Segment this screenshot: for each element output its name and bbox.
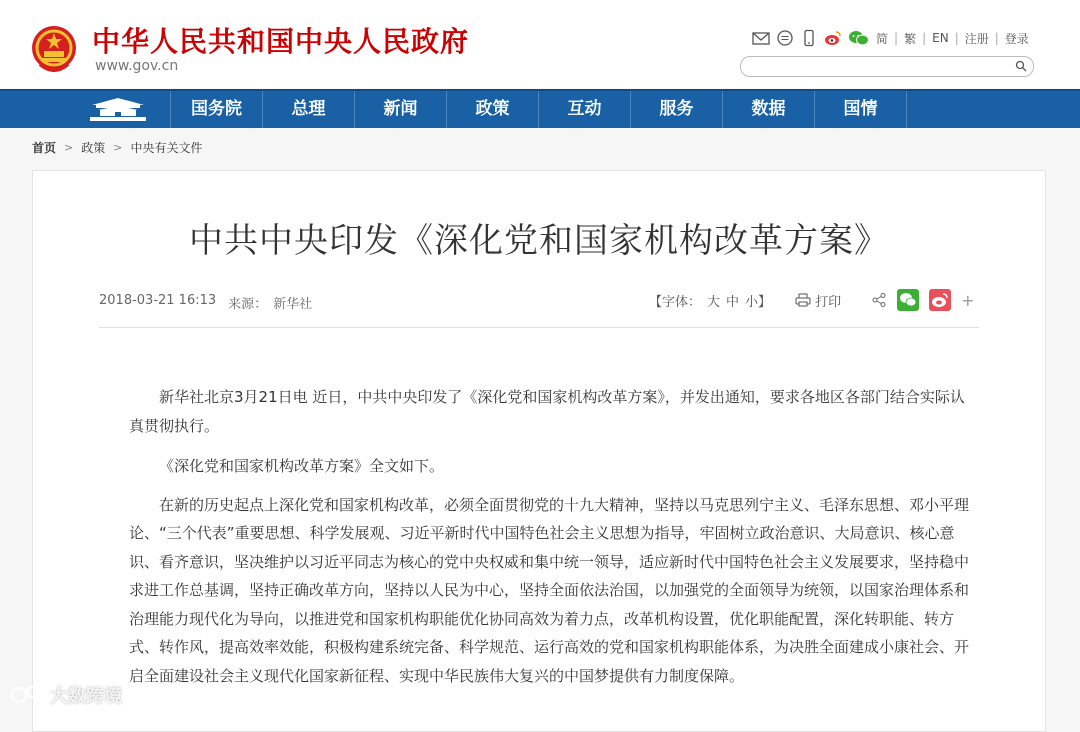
breadcrumb-central-documents[interactable]: 中央有关文件 [130,141,203,155]
breadcrumb-home[interactable]: 首页 [32,141,57,155]
article-card [32,170,1046,732]
national-emblem-icon[interactable] [30,24,78,74]
main-nav [0,89,1080,128]
site-url[interactable]: www.gov.cn [95,58,179,74]
site-title[interactable]: 中华人民共和国中央人民政府 [92,25,470,58]
lang-simplified-link[interactable]: 简 [876,31,889,46]
weibo-icon[interactable] [824,29,842,47]
chevron-right-icon: > [64,141,74,154]
share-icon[interactable] [871,292,887,308]
source-label: 来源： [228,297,268,312]
watermark-logo-icon [10,683,44,707]
mail-icon[interactable] [752,29,770,47]
chevron-right-icon: > [113,141,123,154]
breadcrumb-policy[interactable]: 政策 [81,141,106,155]
utility-bar [752,27,1029,49]
source-name: 新华社 [273,297,313,312]
breadcrumb [32,139,202,156]
message-icon[interactable] [776,29,794,47]
separator: | [894,31,899,45]
nav-item-interaction[interactable]: 互动 [538,91,630,128]
search-icon[interactable] [1015,60,1027,72]
font-size-small[interactable]: 小】 [745,294,772,310]
mobile-icon[interactable] [800,29,818,47]
watermark [10,682,122,708]
nav-item-services[interactable]: 服务 [630,91,722,128]
wechat-icon[interactable] [848,29,870,47]
article-body [129,383,979,702]
site-header [0,0,1080,88]
nav-item-data[interactable]: 数据 [722,91,814,128]
print-button[interactable] [795,291,841,310]
font-size-large[interactable]: 大 [707,294,721,310]
nav-item-policy[interactable]: 政策 [446,91,538,128]
nav-item-news[interactable]: 新闻 [354,91,446,128]
article-tools [649,289,974,311]
more-share-icon[interactable]: + [961,290,975,310]
article-paragraph-2: 《深化党和国家机构改革方案》全文如下。 [159,457,445,475]
lang-traditional-link[interactable]: 繁 [904,31,917,46]
print-label: 打印 [815,294,842,310]
nav-item-state-council[interactable]: 国务院 [170,91,262,128]
article-paragraph-3: 在新的历史起点上深化党和国家机构改革，必须全面贯彻党的十九大精神，坚持以马克思列宁主义、毛泽东思想、邓小平理论、“三个代表”重要思想、科学发展观、习近平新时代中国特色社会主义思想为指导，牢固树立政治意识、大局意识、核心意识、看齐意识，坚决维护以习近平同志为核心的党中央权威和集中统一领导，适应新时代中国特色社会主义发展要求，坚持稳中求进工作总基调，坚持正确改革方向，坚持以人民为中心，坚持全面依法治国，以加强党的全面领导为统领，以国家治理体系和治理能力现代化为导向，以推进党和国家机构职能优化协同高效为着力点，改革机构设置，优化职能配置，深化转职能、转方式、转作风，提高效率效能，积极构建系统完备、科学规范、运行高效的党和国家机构职能体系，为决胜全面建成小康社会、开启全面建设社会主义现代化国家新征程、实现中华民族伟大复兴的中国梦提供有力制度保障。 [129,495,970,685]
login-link[interactable]: 登录 [1004,31,1029,46]
search-box [740,56,1034,77]
separator: | [954,31,959,45]
weibo-share-icon[interactable] [929,289,951,311]
article-title: 中共中央印发《深化党和国家机构改革方案》 [189,221,889,261]
register-link[interactable]: 注册 [964,31,989,46]
wechat-share-icon[interactable] [897,289,919,311]
article-source [228,293,312,312]
watermark-text: 大数跨境 [50,686,122,707]
font-size-label: 【字体： [649,294,702,310]
article-meta [99,293,312,312]
lang-english-link[interactable]: EN [932,31,949,45]
article-datetime: 2018-03-21 16:13 [99,293,217,308]
nav-items [170,91,907,128]
article-paragraph-1: 新华社北京3月21日电 近日，中共中央印发了《深化党和国家机构改革方案》，并发出通知，要求各地区各部门结合实际认真贯彻执行。 [129,388,965,435]
divider [99,327,979,328]
nav-item-premier[interactable]: 总理 [262,91,354,128]
separator: | [922,31,927,45]
printer-icon [795,293,811,307]
search-input[interactable] [751,57,1005,78]
separator: | [994,31,999,45]
font-size-control [649,291,771,310]
nav-item-national-profile[interactable]: 国情 [814,91,907,128]
tiananmen-logo-icon[interactable] [86,95,150,123]
font-size-medium[interactable]: 中 [726,294,740,310]
